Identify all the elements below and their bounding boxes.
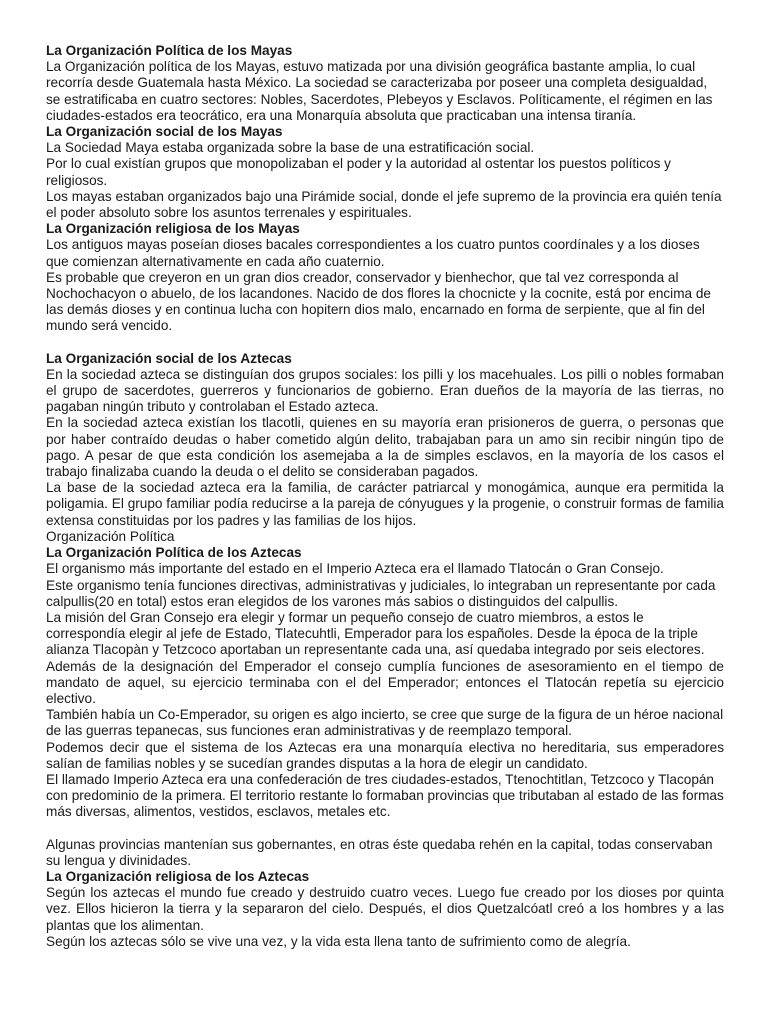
paragraph: Algunas provincias mantenían sus gobernantes, en otras éste quedaba rehén en la capital, todas conservaban su lengua y divinidades.: [46, 836, 713, 868]
paragraph: Los antiguos mayas poseían dioses bacales correspondientes a los cuatro puntos coordínales y a los dioses que comienzan alternativamente en cada año cuaternio.: [46, 237, 700, 269]
paragraph: También había un Co-Emperador, su origen es algo incierto, se cree que surge de la figura de un héroe nacional de las guerras tepanecas, sus funciones eran administrativas y de reemplazo temporal.: [46, 707, 724, 739]
paragraph: La Organización política de los Mayas, estuvo matizada por una división geográfica bastante amplia, lo cual recorría desde Guatemala hasta México. La sociedad se caracterizaba por poseer una completa desigualdad, se estratificaba en cuatro sectores: Nobles, Sacerdotes, Plebeyos y Esclavos. Políticamente, el régimen en las ciudades-estados era teocrático, era una Monarquía absoluta que practicaban una intensa tiranía.: [46, 59, 713, 123]
paragraph-spacer: [46, 335, 724, 351]
paragraph: Por lo cual existían grupos que monopolizaban el poder y la autoridad al ostentar los puestos políticos y religiosos.: [46, 156, 671, 188]
paragraph: Es probable que creyeron en un gran dios creador, conservador y bienhechor, que tal vez corresponda al Nochochacyon o abuelo, de los lacandones. Nacido de dos flores la chocnicte y la cocnite, está por encima de las demás dioses y en continua lucha con hopitern dios malo, encarnado en forma de serpiente, que al fin del mundo será vencido.: [46, 269, 711, 334]
paragraph: Podemos decir que el sistema de los Aztecas era una monarquía electiva no hereditaria, sus emperadores salían de familias nobles y se sucedían grandes disputas a la hora de elegir un candidato.: [46, 739, 724, 771]
paragraph: Los mayas estaban organizados bajo una Pirámide social, donde el jefe supremo de la provincia era quién tenía el poder absoluto sobre los asuntos terrenales y espirituales.: [46, 188, 722, 221]
paragraph: Según los aztecas el mundo fue creado y destruido cuatro veces. Luego fue creado por los dioses por quinta vez. Ellos hicieron la tierra y la separaron del cielo. Después, el dios Quetzalcóatl creó a los hombres y a las plantas que los alimentan.: [46, 885, 724, 933]
paragraph: Además de la designación del Emperador el consejo cumplía funciones de asesoramiento en el tiempo de mandato de aquel, su ejercicio terminaba con el del Emperador; entonces el Tlatocán repetía su ejercicio electivo.: [46, 658, 724, 706]
paragraph: El llamado Imperio Azteca era una confederación de tres ciudades-estados, Ttenochtitlan, Tetzcoco y Tlacopán con predominio de la primera. El territorio restante lo formaban provincias que tributaban al estado de las formas más diversas, alimentos, vestidos, esclavos, metales etc.: [46, 771, 724, 820]
paragraph: La Sociedad Maya estaba organizada sobre la base de una estratificación social.: [46, 140, 535, 156]
paragraph-spacer: [46, 821, 724, 837]
section-heading: La Organización Política de los Mayas: [46, 43, 293, 58]
paragraph: La base de la sociedad azteca era la familia, de carácter patriarcal y monogámica, aunque era permitida la poligamia. El grupo familiar podía reducirse a la pareja de cónyugues y la progenie, o construir formas de familia extensa constituidas por los padres y las familias de los hijos.: [46, 480, 724, 528]
section-heading: La Organización social de los Mayas: [46, 124, 283, 140]
paragraph: Según los aztecas sólo se vive una vez, y la vida esta llena tanto de sufrimiento como de alegría.: [46, 933, 631, 949]
paragraph: El organismo más importante del estado en el Imperio Azteca era el llamado Tlatocán o Gran Consejo.: [46, 561, 664, 577]
section-heading: La Organización social de los Aztecas: [46, 350, 292, 366]
document-body: [46, 43, 724, 950]
paragraph: Organización Política: [46, 528, 175, 544]
section-heading: La Organización religiosa de los Mayas: [46, 221, 300, 237]
paragraph: En la sociedad azteca se distinguían dos grupos sociales: los pilli y los macehuales. Los pilli o nobles formaban el grupo de sacerdotes, guerreros y funcionarios de gobierno. Eran dueños de la mayoría de las tierras, no pagaban ningún tributo y controlaban el Estado azteca.: [46, 366, 724, 415]
paragraph: En la sociedad azteca existían los tlacotli, quienes en su mayoría eran prisioneros de guerra, o personas que por haber contraído deudas o haber cometido algún delito, trabajaban para un amo sin recibir ningún tipo de pago. A pesar de que esta condición los asemejaba a la de simples esclavos, en la mayoría de los casos el trabajo finalizaba cuando la deuda o el delito se consideraban pagados.: [46, 415, 724, 480]
section-heading: La Organización religiosa de los Aztecas: [46, 868, 310, 884]
section-heading: La Organización Política de los Aztecas: [46, 545, 302, 561]
paragraph: La misión del Gran Consejo era elegir y formar un pequeño consejo de cuatro miembros, a estos le correspondía elegir al jefe de Estado, Tlatecuhtli, Emperador para los españoles. Desde la época de la triple alianza Tlacopàn y Tetzcoco aportaban un representante cada una, así quedaba integrado por seis electores.: [46, 609, 705, 658]
paragraph: Este organismo tenía funciones directivas, administrativas y judiciales, lo integraban un representante por cada calpullis(20 en total) estos eran elegidos de los varones más sabios o distinguidos del calpullis.: [46, 577, 716, 609]
